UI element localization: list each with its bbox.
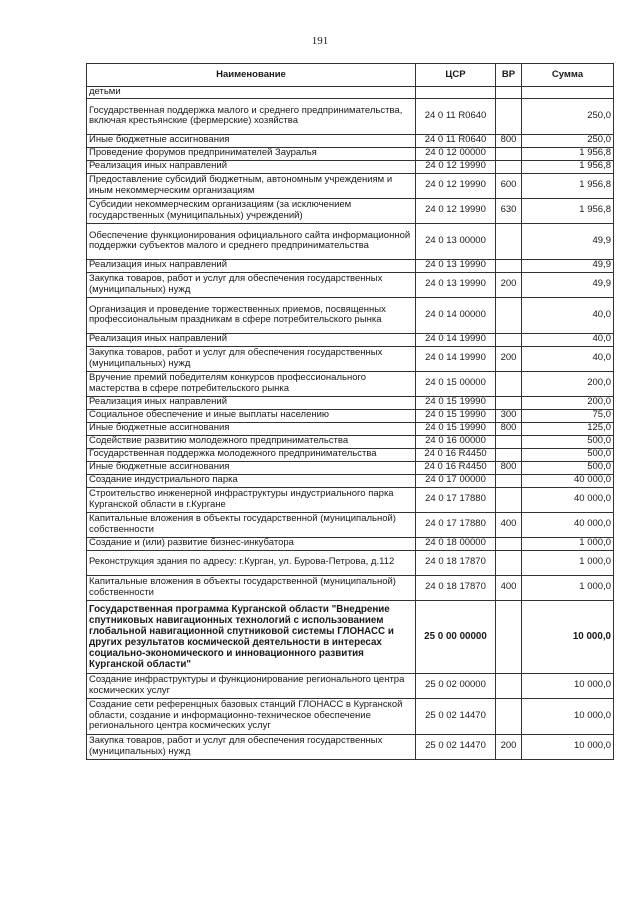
header-name: Наименование [87, 64, 416, 87]
table-row [87, 371, 614, 396]
table-row [87, 272, 614, 297]
table-row [87, 537, 614, 550]
row-csr-cell: 24 0 14 00000 [416, 297, 496, 333]
row-sum-cell [522, 87, 614, 99]
row-sum-cell: 75,0 [522, 409, 614, 422]
row-vr-cell: 800 [496, 461, 522, 474]
row-csr-cell: 25 0 02 00000 [416, 673, 496, 698]
row-name-cell: Государственная программа Курганской области "Внедрение спутниковых навигационных технологий с использованием глобальной навигационной спутниковой системы ГЛОНАСС и других результатов космической деятельности в интересах социально-экономического и инновационного развития Курганской области" [87, 600, 416, 673]
row-sum-cell: 1 000,0 [522, 575, 614, 600]
table-row [87, 333, 614, 346]
table-row [87, 409, 614, 422]
row-name-cell: Иные бюджетные ассигнования [87, 422, 416, 435]
row-vr-cell [496, 160, 522, 173]
row-sum-cell: 10 000,0 [522, 600, 614, 673]
row-name-cell: Реализация иных направлений [87, 396, 416, 409]
row-name-cell: Организация и проведение торжественных приемов, посвященных профессиональным праздникам в сфере потребительского рынка [87, 297, 416, 333]
row-sum-cell: 40 000,0 [522, 512, 614, 537]
header-csr: ЦСР [416, 64, 496, 87]
row-name-cell: Реализация иных направлений [87, 333, 416, 346]
table-row [87, 461, 614, 474]
row-vr-cell: 630 [496, 198, 522, 223]
row-name-cell: Содействие развитию молодежного предпринимательства [87, 435, 416, 448]
row-sum-cell: 49,9 [522, 272, 614, 297]
table-row [87, 297, 614, 333]
row-name-cell: Обеспечение функционирования официального сайта информационной поддержки субъектов малого и среднего предпринимательства [87, 223, 416, 259]
table-row [87, 550, 614, 575]
row-sum-cell: 1 000,0 [522, 537, 614, 550]
row-sum-cell: 500,0 [522, 461, 614, 474]
row-vr-cell: 400 [496, 575, 522, 600]
row-name-cell: Реализация иных направлений [87, 160, 416, 173]
table-row [87, 147, 614, 160]
table-row [87, 98, 614, 134]
row-csr-cell: 24 0 13 19990 [416, 259, 496, 272]
row-name-cell: Проведение форумов предпринимателей Зауралья [87, 147, 416, 160]
row-vr-cell: 300 [496, 409, 522, 422]
table-header-row [87, 64, 614, 87]
row-sum-cell: 10 000,0 [522, 698, 614, 734]
table-row [87, 134, 614, 147]
row-csr-cell: 24 0 15 19990 [416, 422, 496, 435]
row-name-cell: Государственная поддержка малого и среднего предпринимательства, включая крестьянские (фермерские) хозяйства [87, 98, 416, 134]
row-name-cell: Создание и (или) развитие бизнес-инкубатора [87, 537, 416, 550]
row-csr-cell: 25 0 00 00000 [416, 600, 496, 673]
row-vr-cell: 200 [496, 346, 522, 371]
row-csr-cell: 24 0 16 R4450 [416, 461, 496, 474]
table-row [87, 87, 614, 99]
row-csr-cell: 24 0 11 R0640 [416, 98, 496, 134]
row-csr-cell: 24 0 13 19990 [416, 272, 496, 297]
row-sum-cell: 200,0 [522, 371, 614, 396]
row-csr-cell: 24 0 14 19990 [416, 346, 496, 371]
row-sum-cell: 40,0 [522, 346, 614, 371]
row-csr-cell [416, 87, 496, 99]
row-csr-cell: 24 0 18 00000 [416, 537, 496, 550]
row-name-cell: Создание сети референцных базовых станций ГЛОНАСС в Курганской области, создание и информационно-техническое обеспечение регионального центра космических услуг [87, 698, 416, 734]
row-sum-cell: 40,0 [522, 333, 614, 346]
row-sum-cell: 49,9 [522, 259, 614, 272]
row-csr-cell: 24 0 12 19990 [416, 173, 496, 198]
row-sum-cell: 125,0 [522, 422, 614, 435]
row-vr-cell [496, 537, 522, 550]
table-row [87, 673, 614, 698]
row-csr-cell: 24 0 12 00000 [416, 147, 496, 160]
row-csr-cell: 24 0 15 19990 [416, 396, 496, 409]
row-csr-cell: 24 0 12 19990 [416, 160, 496, 173]
budget-table [86, 63, 614, 760]
row-vr-cell [496, 297, 522, 333]
row-csr-cell: 24 0 15 00000 [416, 371, 496, 396]
row-name-cell: Капитальные вложения в объекты государственной (муниципальной) собственности [87, 575, 416, 600]
row-name-cell: Создание инфраструктуры и функционирование регионального центра космических услуг [87, 673, 416, 698]
table-row [87, 698, 614, 734]
row-csr-cell: 24 0 17 17880 [416, 512, 496, 537]
row-sum-cell: 10 000,0 [522, 673, 614, 698]
row-sum-cell: 1 000,0 [522, 550, 614, 575]
row-sum-cell: 1 956,8 [522, 198, 614, 223]
table-row [87, 734, 614, 759]
row-vr-cell: 600 [496, 173, 522, 198]
row-name-cell: Реконструкция здания по адресу: г.Курган, ул. Бурова-Петрова, д.112 [87, 550, 416, 575]
row-sum-cell: 250,0 [522, 134, 614, 147]
row-vr-cell [496, 698, 522, 734]
header-vr: ВР [496, 64, 522, 87]
row-csr-cell: 24 0 17 17880 [416, 487, 496, 512]
row-csr-cell: 24 0 16 00000 [416, 435, 496, 448]
row-csr-cell: 24 0 15 19990 [416, 409, 496, 422]
row-csr-cell: 24 0 18 17870 [416, 550, 496, 575]
row-name-cell: Капитальные вложения в объекты государственной (муниципальной) собственности [87, 512, 416, 537]
row-name-cell: Реализация иных направлений [87, 259, 416, 272]
row-name-cell: Создание индустриального парка [87, 474, 416, 487]
row-sum-cell: 1 956,8 [522, 160, 614, 173]
row-vr-cell [496, 474, 522, 487]
row-csr-cell: 24 0 12 19990 [416, 198, 496, 223]
row-vr-cell [496, 487, 522, 512]
row-vr-cell [496, 98, 522, 134]
row-name-cell: Предоставление субсидий бюджетным, автономным учреждениям и иным некоммерческим организациям [87, 173, 416, 198]
row-sum-cell: 49,9 [522, 223, 614, 259]
table-row [87, 575, 614, 600]
row-vr-cell [496, 223, 522, 259]
table-row [87, 173, 614, 198]
table-row [87, 346, 614, 371]
row-csr-cell: 24 0 18 17870 [416, 575, 496, 600]
table-row [87, 198, 614, 223]
table-row [87, 223, 614, 259]
row-csr-cell: 24 0 17 00000 [416, 474, 496, 487]
table-row [87, 160, 614, 173]
row-name-cell: Закупка товаров, работ и услуг для обеспечения государственных (муниципальных) нужд [87, 272, 416, 297]
row-sum-cell: 10 000,0 [522, 734, 614, 759]
table-row [87, 435, 614, 448]
row-vr-cell [496, 259, 522, 272]
row-vr-cell: 200 [496, 272, 522, 297]
page-number: 191 [311, 35, 329, 47]
row-sum-cell: 1 956,8 [522, 173, 614, 198]
table-row [87, 259, 614, 272]
row-name-cell: Социальное обеспечение и иные выплаты населению [87, 409, 416, 422]
table-body [87, 87, 614, 760]
row-vr-cell [496, 147, 522, 160]
row-vr-cell [496, 435, 522, 448]
row-sum-cell: 200,0 [522, 396, 614, 409]
table-row [87, 448, 614, 461]
row-vr-cell [496, 396, 522, 409]
row-vr-cell: 200 [496, 734, 522, 759]
table-row [87, 512, 614, 537]
row-sum-cell: 40 000,0 [522, 487, 614, 512]
row-vr-cell: 800 [496, 422, 522, 435]
row-csr-cell: 24 0 13 00000 [416, 223, 496, 259]
row-name-cell: Субсидии некоммерческим организациям (за исключением государственных (муниципальных) учреждений) [87, 198, 416, 223]
row-vr-cell: 400 [496, 512, 522, 537]
row-name-cell: Строительство инженерной инфраструктуры индустриального парка Курганской области в г.Кургане [87, 487, 416, 512]
row-vr-cell [496, 371, 522, 396]
row-vr-cell [496, 673, 522, 698]
row-csr-cell: 24 0 11 R0640 [416, 134, 496, 147]
row-csr-cell: 25 0 02 14470 [416, 734, 496, 759]
row-name-cell: Государственная поддержка молодежного предпринимательства [87, 448, 416, 461]
table-row [87, 600, 614, 673]
row-vr-cell [496, 333, 522, 346]
row-vr-cell [496, 87, 522, 99]
row-sum-cell: 40 000,0 [522, 474, 614, 487]
row-name-cell: Закупка товаров, работ и услуг для обеспечения государственных (муниципальных) нужд [87, 734, 416, 759]
table-row [87, 422, 614, 435]
row-csr-cell: 25 0 02 14470 [416, 698, 496, 734]
row-sum-cell: 40,0 [522, 297, 614, 333]
row-name-cell: Закупка товаров, работ и услуг для обеспечения государственных (муниципальных) нужд [87, 346, 416, 371]
row-csr-cell: 24 0 14 19990 [416, 333, 496, 346]
header-sum: Сумма [522, 64, 614, 87]
row-name-cell: Вручение премий победителям конкурсов профессионального мастерства в сфере потребительского рынка [87, 371, 416, 396]
row-name-cell: Иные бюджетные ассигнования [87, 134, 416, 147]
table-row [87, 396, 614, 409]
table-row [87, 487, 614, 512]
row-sum-cell: 500,0 [522, 435, 614, 448]
row-sum-cell: 500,0 [522, 448, 614, 461]
row-sum-cell: 250,0 [522, 98, 614, 134]
row-vr-cell [496, 600, 522, 673]
row-vr-cell: 800 [496, 134, 522, 147]
row-vr-cell [496, 448, 522, 461]
row-name-cell: детьми [87, 87, 416, 99]
row-csr-cell: 24 0 16 R4450 [416, 448, 496, 461]
table-row [87, 474, 614, 487]
row-sum-cell: 1 956,8 [522, 147, 614, 160]
row-name-cell: Иные бюджетные ассигнования [87, 461, 416, 474]
row-vr-cell [496, 550, 522, 575]
